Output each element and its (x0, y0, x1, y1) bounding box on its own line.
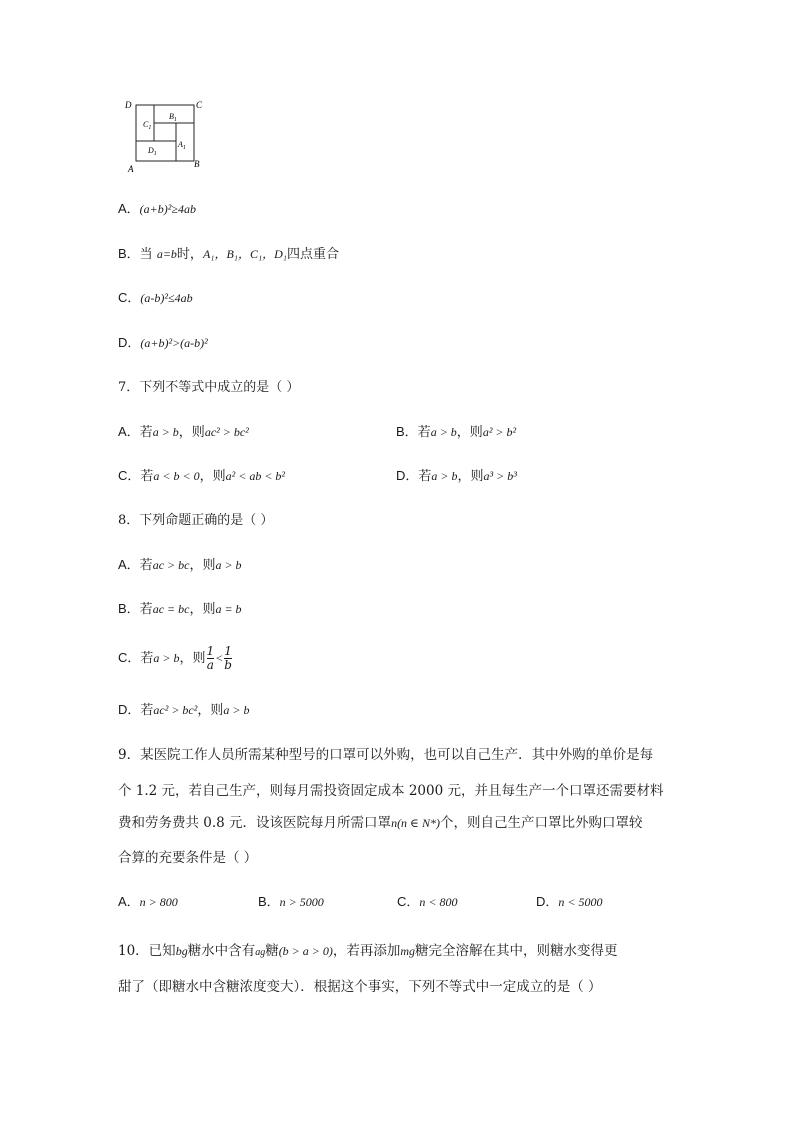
fraction-1-over-b (224, 645, 232, 672)
option-expr: n < 800 (419, 895, 458, 909)
label-A: A (128, 164, 134, 174)
label-C1: $C_1$ (143, 120, 152, 131)
numerator: 1 (224, 644, 232, 658)
option-concl: a² > b² (482, 425, 517, 439)
option-cond: a > b (430, 425, 457, 439)
nested-squares-figure (124, 97, 214, 177)
math-expr: bg (175, 944, 188, 958)
q8-option-b[interactable] (118, 600, 242, 619)
option-text: ，则 (178, 425, 205, 440)
q8-option-c[interactable] (118, 644, 233, 673)
text: ，若再添加 (332, 943, 401, 959)
math-expr: (b > a > 0) (278, 944, 333, 958)
label-B: B (194, 159, 200, 169)
option-text: ，则 (197, 703, 224, 718)
option-label: C． (397, 894, 420, 909)
option-text: 若 (417, 425, 431, 440)
option-expr: (a-b)²≤4ab (140, 291, 193, 305)
q7-option-c[interactable] (118, 467, 285, 486)
q7-stem: 7．下列不等式中成立的是（ ） (118, 380, 300, 395)
option-text: ，则 (199, 469, 226, 484)
math-expr: ag (255, 947, 266, 958)
option-cond: a < b < 0 (153, 469, 200, 483)
option-label: D． (118, 335, 141, 350)
option-label: C． (118, 290, 141, 305)
q6-option-b[interactable] (118, 245, 339, 264)
option-label: D． (396, 468, 419, 483)
denominator: a (206, 658, 214, 672)
option-cond: ac > bc (152, 558, 190, 572)
option-cond: a=b (156, 247, 177, 261)
option-text: ，则 (179, 651, 206, 666)
option-expr: n < 5000 (558, 895, 603, 909)
text: 糖完全溶解在其中，则糖水变得更 (415, 943, 618, 959)
option-label: C． (118, 650, 141, 665)
label-A1: $A_1$ (178, 140, 186, 151)
option-text: 四点重合 (286, 247, 339, 262)
q9-line-1: 9．某医院工作人员所需某种型号的口罩可以外购，也可以自己生产．其中外购的单价是每 (118, 747, 654, 763)
option-text: ，则 (457, 469, 484, 484)
option-concl: ac² > bc² (204, 425, 249, 439)
option-text: 若 (418, 469, 432, 484)
q7-option-a[interactable] (118, 423, 249, 442)
option-cond: a > b (152, 425, 179, 439)
option-text: ，则 (189, 558, 216, 573)
text: 10．已知 (118, 943, 176, 959)
fraction-1-over-a (207, 645, 215, 672)
option-label: C． (118, 468, 141, 483)
option-label: A． (118, 557, 140, 572)
option-text: 若 (139, 425, 153, 440)
q8-option-d[interactable] (118, 701, 249, 720)
q6-option-a[interactable] (118, 200, 196, 219)
numerator: 1 (206, 644, 215, 658)
q8-stem: 8．下列命题正确的是（ ） (118, 513, 274, 528)
relation: < (215, 651, 224, 665)
option-expr: (a+b)²≥4ab (139, 202, 196, 216)
option-concl: a² < ab < b² (225, 469, 286, 483)
q10-line-2: 甜了（即糖水中含糖浓度变大）．根据这个事实，下列不等式中一定成立的是（ ） (118, 979, 602, 995)
outer-square (136, 105, 194, 161)
option-concl: a³ > b³ (483, 469, 517, 483)
option-text: 当 (139, 247, 157, 262)
inner-square (154, 123, 176, 141)
figure-svg (124, 97, 214, 177)
q9-line-4: 合算的充要条件是（ ） (118, 850, 258, 866)
q9-option-c[interactable] (397, 893, 458, 912)
q9-option-b[interactable] (258, 893, 324, 912)
q10-line-1 (118, 942, 678, 962)
option-concl: a > b (223, 703, 250, 717)
option-label: A． (118, 424, 140, 439)
math-expr: n(n ∈ N*) (391, 816, 440, 830)
text: 糖 (265, 943, 279, 959)
option-text: 时， (176, 247, 203, 262)
option-label: B． (118, 601, 140, 616)
option-cond: a > b (153, 651, 180, 665)
option-cond: ac = bc (152, 602, 190, 616)
option-text: 若 (140, 469, 154, 484)
option-concl: a > b (215, 558, 242, 572)
q9-option-a[interactable] (118, 893, 178, 912)
q7-option-d[interactable] (396, 467, 517, 486)
text: 费和劳务费共 0.8 元．设该医院每月所需口罩 (118, 815, 392, 831)
label-C: C (196, 100, 203, 110)
q8-option-a[interactable] (118, 556, 242, 575)
label-D1: $D_1$ (148, 146, 157, 157)
option-text: ，则 (189, 602, 216, 617)
label-D: D (125, 100, 132, 110)
math-expr: mg (400, 944, 416, 958)
q6-option-d[interactable] (118, 334, 208, 353)
option-cond: a > b (431, 469, 458, 483)
text: 糖水中含有 (187, 943, 256, 959)
option-text: 若 (140, 651, 154, 666)
option-label: D． (118, 702, 141, 717)
option-label: D． (536, 894, 559, 909)
option-label: B． (118, 246, 140, 261)
option-cond: ac² > bc² (153, 703, 198, 717)
option-label: A． (118, 201, 140, 216)
text: 个，则自己生产口罩比外购口罩较 (439, 815, 643, 831)
option-expr: (a+b)²>(a-b)² (140, 336, 208, 350)
q7-option-b[interactable] (396, 423, 516, 442)
q9-line-3 (118, 814, 678, 832)
option-expr: n > 5000 (279, 895, 324, 909)
option-label: B． (396, 424, 418, 439)
q9-option-d[interactable] (536, 893, 603, 912)
label-B1: $B_1$ (169, 112, 177, 123)
option-text: 若 (139, 558, 153, 573)
option-expr: n > 800 (139, 895, 178, 909)
option-label: B． (258, 894, 280, 909)
option-label: A． (118, 894, 140, 909)
option-text: ，则 (456, 425, 483, 440)
option-text: 若 (140, 703, 154, 718)
option-points: A₁，B₁，C₁，D₁ (202, 247, 287, 261)
denominator: b (224, 658, 232, 672)
option-text: 若 (139, 602, 153, 617)
q9-line-2: 个 1.2 元，若自己生产，则每月需投资固定成本 2000 元，并且每生产一个口罩还需要材料 (118, 783, 664, 799)
q6-option-c[interactable] (118, 289, 193, 308)
option-concl: a = b (215, 602, 242, 616)
